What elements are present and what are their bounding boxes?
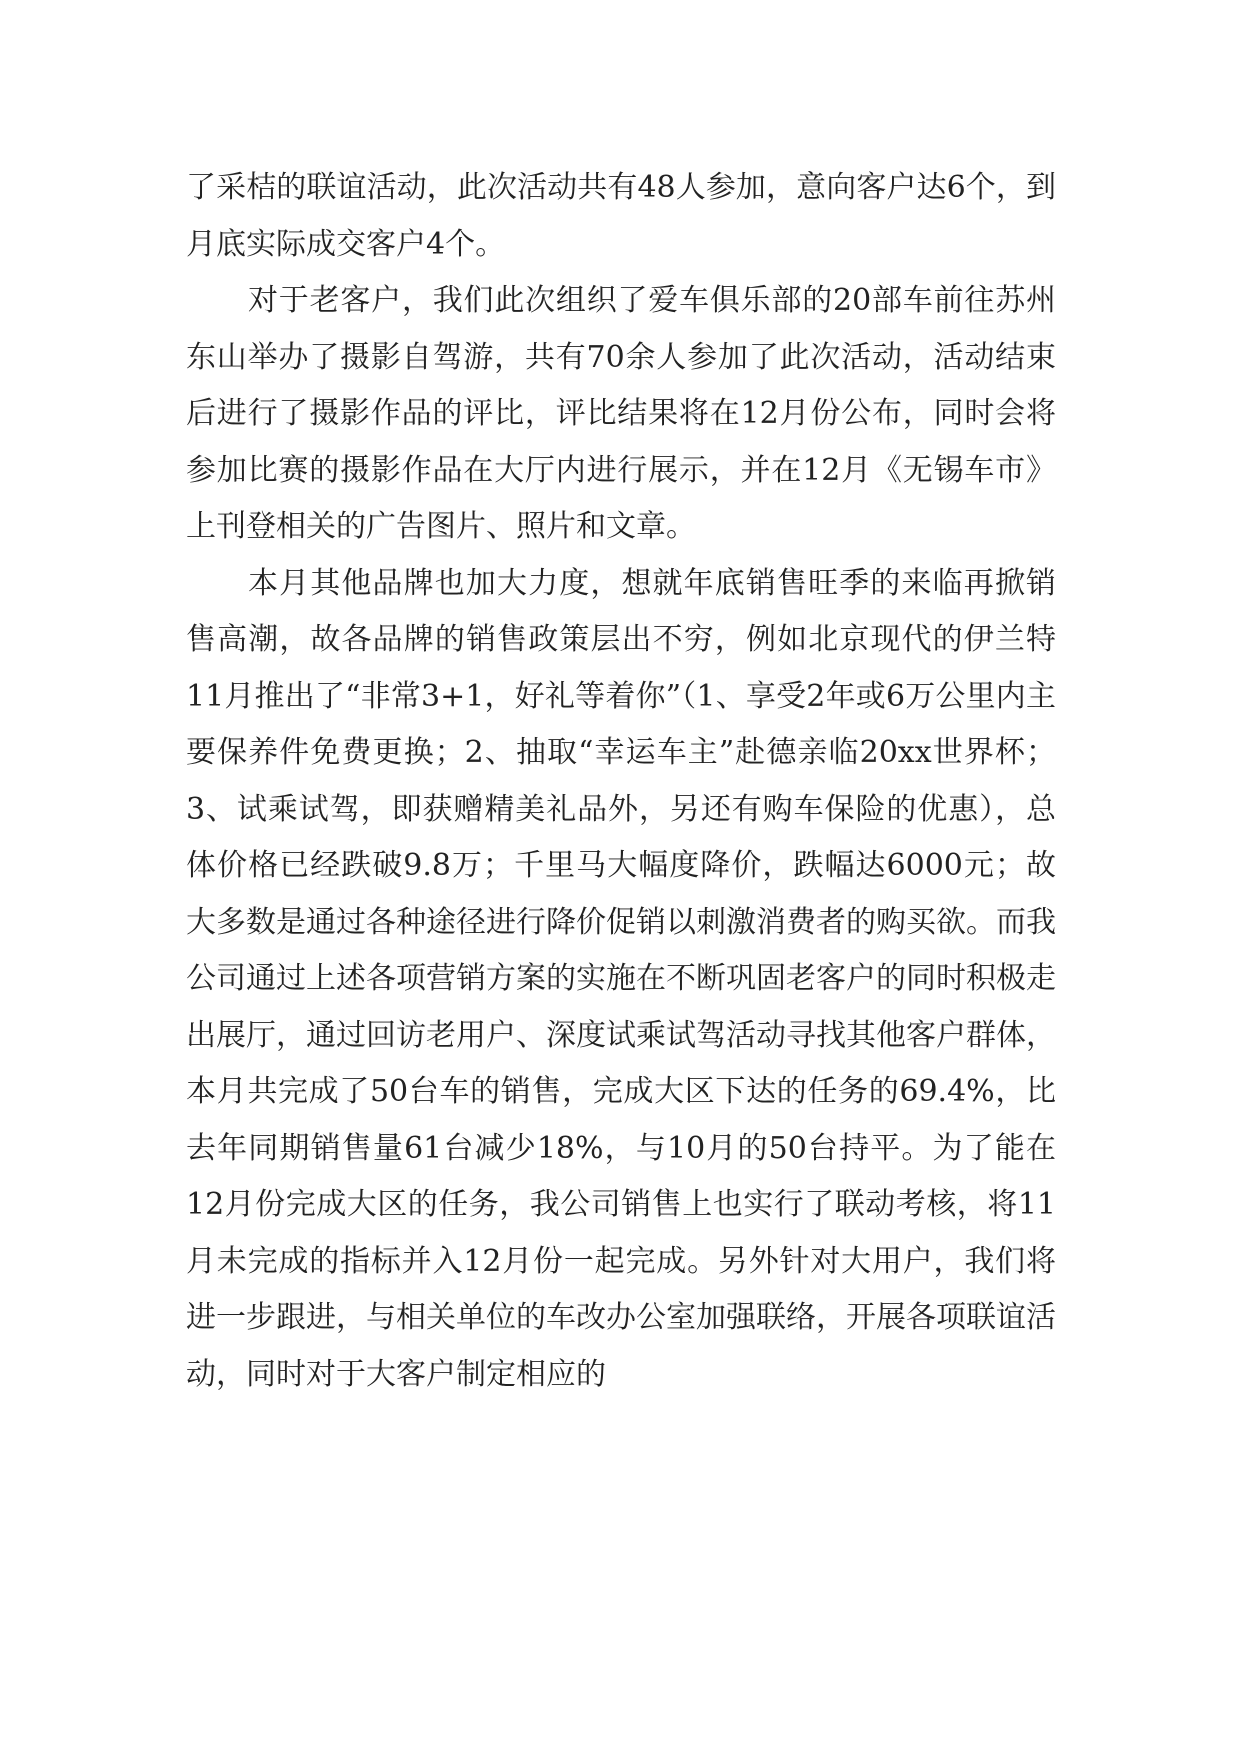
- paragraph-market-competition: 本月其他品牌也加大力度，想就年底销售旺季的来临再掀销售高潮，故各品牌的销售政策层出不穷，例如北京现代的伊兰特11月推出了“非常3+1，好礼等着你”（1、享受2年或6万公里内主要保养件免费更换；2、抽取“幸运车主”赴德亲临20xx世界杯；3、试乘试驾，即获赠精美礼品外，另还有购车保险的优惠），总体价格已经跌破9.8万；千里马大幅度降价，跌幅达6000元；故大多数是通过各种途径进行降价促销以刺激消费者的购买欲。而我公司通过上述各项营销方案的实施在不断巩固老客户的同时积极走出展厅，通过回访老用户、深度试乘试驾活动寻找其他客户群体，本月共完成了50台车的销售，完成大区下达的任务的69.4%，比去年同期销售量61台减少18%，与10月的50台持平。为了能在12月份完成大区的任务，我公司销售上也实行了联动考核，将11月未完成的指标并入12月份一起完成。另外针对大用户，我们将进一步跟进，与相关单位的车改办公室加强联络，开展各项联谊活动，同时对于大客户制定相应的: [186, 565, 1056, 1392]
- body-text: [186, 160, 1056, 1403]
- paragraph-old-customers: 对于老客户，我们此次组织了爱车俱乐部的20部车前往苏州东山举办了摄影自驾游，共有70余人参加了此次活动，活动结束后进行了摄影作品的评比，评比结果将在12月份公布，同时会将参加比赛的摄影作品在大厅内进行展示，并在12月《无锡车市》上刊登相关的广告图片、照片和文章。: [186, 283, 1056, 544]
- paragraph-continuation: 了采桔的联谊活动，此次活动共有48人参加，意向客户达6个，到月底实际成交客户4个。: [186, 170, 1056, 262]
